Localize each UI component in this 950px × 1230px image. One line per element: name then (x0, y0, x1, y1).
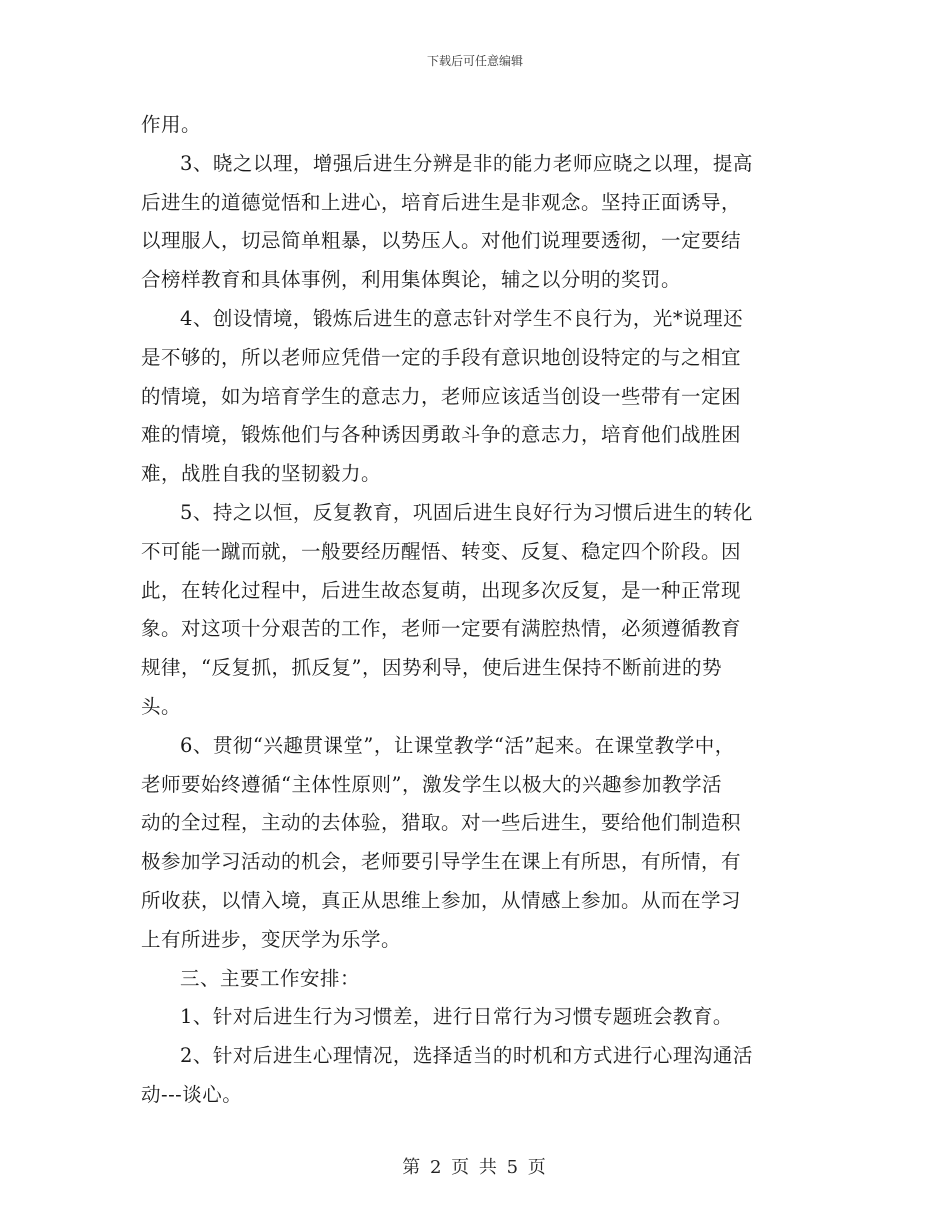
text-line: 老师要始终遵循“主体性原则”，激发学生以极大的兴趣参加教学活 (141, 772, 722, 796)
text-line: 极参加学习活动的机会，老师要引导学生在课上有所思，有所情，有 (141, 850, 742, 874)
text-line: 不可能一蹴而就，一般要经历醒悟、转变、反复、稳定四个阶段。因 (141, 539, 742, 563)
text-line: 动---谈心。 (141, 1082, 243, 1106)
paragraph-start-line: 3、晓之以理，增强后进生分辨是非的能力老师应晓之以理，提高 (180, 151, 753, 175)
text-line: 难的情境，锻炼他们与各种诱因勇敢斗争的意志力，培育他们战胜困 (141, 423, 742, 447)
paragraph-start-line: 1、针对后进生行为习惯差，进行日常行为习惯专题班会教育。 (180, 1005, 733, 1029)
text-line: 所收获，以情入境，真正从思维上参加，从情感上参加。从而在学习 (141, 888, 742, 912)
text-line: 的情境，如为培育学生的意志力，老师应该适当创设一些带有一定困 (141, 384, 742, 408)
document-body (141, 106, 821, 1115)
paragraph-start-line: 2、针对后进生心理情况，选择适当的时机和方式进行心理沟通活 (180, 1044, 753, 1068)
text-line: 头。 (141, 694, 182, 718)
page-header: 下载后可任意编辑 (426, 54, 523, 68)
text-line: 动的全过程，主动的去体验，猎取。对一些后进生，要给他们制造积 (141, 811, 742, 835)
page-footer: 第 2 页 共 5 页 (402, 1157, 548, 1178)
text-line: 是不够的，所以老师应凭借一定的手段有意识地创设特定的与之相宜 (141, 345, 742, 369)
paragraph-start-line: 5、持之以恒，反复教育，巩固后进生良好行为习惯后进生的转化 (180, 500, 753, 524)
paragraph-start-line: 4、创设情境，锻炼后进生的意志针对学生不良行为，光*说理还 (180, 306, 744, 330)
text-line: 上有所进步，变厌学为乐学。 (141, 927, 402, 951)
text-line: 以理服人，切忌简单粗暴，以势压人。对他们说理要透彻，一定要结 (141, 229, 742, 253)
paragraph-start-line: 6、贯彻“兴趣贯课堂”，让课堂教学“活”起来。在课堂教学中， (180, 733, 735, 757)
text-line: 象。对这项十分艰苦的工作，老师一定要有满腔热情，必须遵循教育 (141, 617, 742, 641)
text-line: 此，在转化过程中，后进生故态复萌，出现多次反复，是一种正常现 (141, 578, 742, 602)
text-line: 合榜样教育和具体事例，利用集体舆论，辅之以分明的奖罚。 (141, 268, 682, 292)
text-line: 作用。 (141, 113, 202, 136)
text-line: 后进生的道德觉悟和上进心，培育后进生是非观念。坚持正面诱导， (141, 190, 742, 214)
section-heading: 三、主要工作安排： (180, 966, 361, 990)
text-line: 规律，“反复抓，抓反复”，因势利导，使后进生保持不断前进的势 (141, 656, 722, 680)
text-line: 难，战胜自我的坚韧毅力。 (141, 462, 382, 486)
